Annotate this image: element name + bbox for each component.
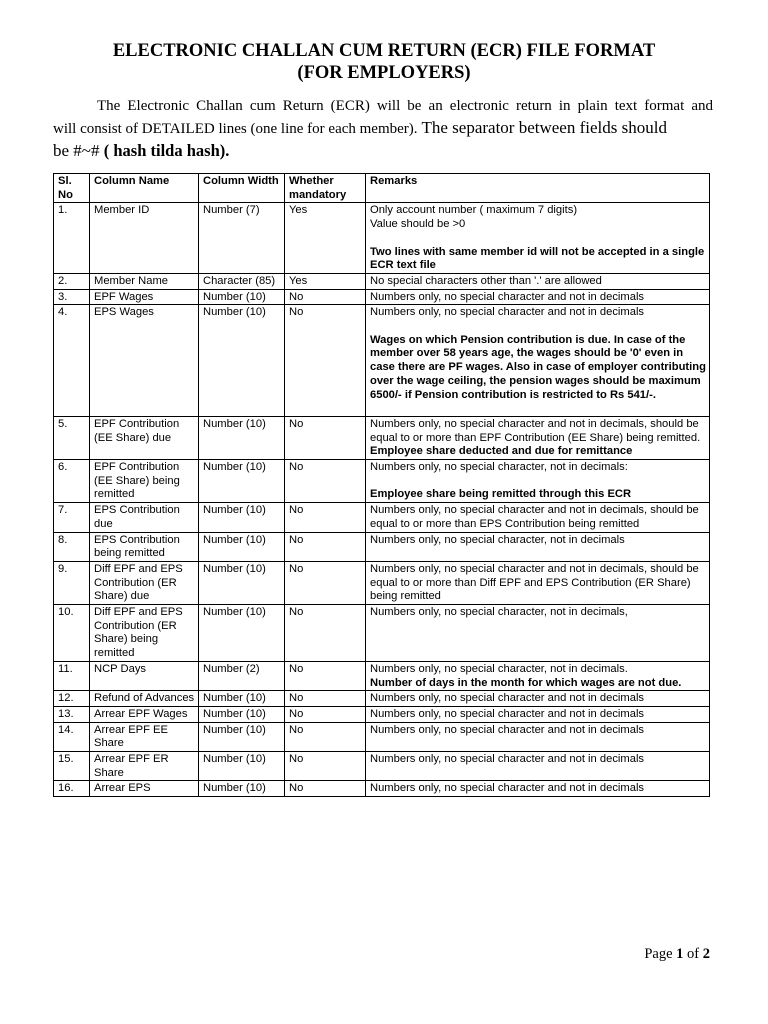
cell-sl: 4. [54,305,90,417]
ecr-format-table [53,173,710,797]
cell-remarks: Numbers only, no special character and not in decimals [366,691,710,707]
cell-sl: 10. [54,605,90,662]
header-column-name: Column Name [90,174,199,203]
remark-text: Numbers only, no special character, not in decimals. [370,662,628,675]
cell-remarks: Numbers only, no special character and not in decimals [366,752,710,781]
cell-name: Diff EPF and EPS Contribution (ER Share) due [90,561,199,604]
cell-sl: 2. [54,273,90,289]
cell-mandatory: No [285,416,366,459]
cell-remarks: No special characters other than '.' are allowed [366,273,710,289]
cell-remarks: Numbers only, no special character and not in decimals, should be equal to or more than Diff EPF and EPS Contribution (ER Share) being remitted [366,561,710,604]
cell-width: Number (10) [199,722,285,751]
cell-width: Number (10) [199,416,285,459]
cell-name: Arrear EPF ER Share [90,752,199,781]
cell-mandatory: No [285,561,366,604]
cell-width: Number (10) [199,532,285,561]
cell-mandatory: No [285,532,366,561]
cell-width: Number (10) [199,691,285,707]
cell-width: Number (2) [199,661,285,690]
page-label: Page [644,946,677,962]
cell-name: Member ID [90,203,199,274]
cell-remarks: Numbers only, no special character and not in decimals [366,781,710,797]
cell-mandatory: No [285,781,366,797]
cell-name: NCP Days [90,661,199,690]
remark-bold-text: Employee share deducted and due for remittance [370,445,633,458]
cell-name: EPS Wages [90,305,199,417]
table-row [54,722,710,751]
cell-mandatory: No [285,305,366,417]
page-of-label: of [683,946,703,962]
cell-mandatory: No [285,460,366,503]
table-row [54,752,710,781]
intro-paragraph [53,96,713,163]
cell-width: Character (85) [199,273,285,289]
table-row [54,503,710,532]
table-row [54,661,710,690]
cell-remarks [366,460,710,503]
cell-sl: 16. [54,781,90,797]
header-mandatory: Whether mandatory [285,174,366,203]
cell-remarks: Numbers only, no special character and not in decimals [366,706,710,722]
cell-remarks: Numbers only, no special character and not in decimals [366,722,710,751]
cell-sl: 1. [54,203,90,274]
intro-line-2b: The separator between fields should [417,118,667,137]
cell-width: Number (10) [199,706,285,722]
cell-width: Number (10) [199,781,285,797]
table-row [54,532,710,561]
cell-mandatory: No [285,752,366,781]
page-number: 1 [676,946,684,962]
table-row [54,289,710,305]
cell-mandatory: No [285,503,366,532]
cell-name: Arrear EPF EE Share [90,722,199,751]
cell-remarks [366,416,710,459]
table-row [54,706,710,722]
cell-name: EPS Contribution being remitted [90,532,199,561]
cell-mandatory: Yes [285,203,366,274]
cell-remarks: Numbers only, no special character, not in decimals, [366,605,710,662]
remark-bold-text: Wages on which Pension contribution is due. In case of the member over 58 years age, the wages should be '0' even in case there are PF wages. Also in case of employer contributing over the wage ceiling, the pension wages should be maximum 6500/- if Pension contribution is restricted to Rs 541/-. [370,333,706,401]
remark-bold-text: Employee share being remitted through this ECR [370,488,632,501]
cell-sl: 3. [54,289,90,305]
remark-bold-text: Number of days in the month for which wages are not due. [370,676,682,689]
cell-remarks: Numbers only, no special character and not in decimals, should be equal to or more than EPS Contribution being remitted [366,503,710,532]
cell-name: Refund of Advances [90,691,199,707]
cell-name: Arrear EPS [90,781,199,797]
cell-name: EPF Contribution (EE Share) due [90,416,199,459]
cell-sl: 13. [54,706,90,722]
cell-remarks: Numbers only, no special character, not in decimals [366,532,710,561]
cell-sl: 14. [54,722,90,751]
cell-mandatory: No [285,722,366,751]
cell-name: EPS Contribution due [90,503,199,532]
cell-sl: 15. [54,752,90,781]
header-sl-no: Sl. No [54,174,90,203]
cell-sl: 12. [54,691,90,707]
table-row [54,605,710,662]
cell-remarks [366,661,710,690]
cell-sl: 8. [54,532,90,561]
remark-text: Numbers only, no special character and not in decimals, should be equal to or more than EPF Contribution (EE Share) being remitted. [370,417,701,444]
table-row [54,305,710,417]
cell-width: Number (10) [199,289,285,305]
cell-name: Diff EPF and EPS Contribution (ER Share) being remitted [90,605,199,662]
remark-text: Numbers only, no special character and not in decimals [370,306,645,319]
remark-text: Numbers only, no special character, not in decimals: [370,461,628,474]
cell-mandatory: No [285,691,366,707]
cell-sl: 5. [54,416,90,459]
table-row [54,781,710,797]
intro-line-3b: ( hash tilda hash). [103,141,230,160]
cell-remarks [366,203,710,274]
page-total: 2 [702,946,710,962]
cell-name: Member Name [90,273,199,289]
cell-mandatory: Yes [285,273,366,289]
table-row [54,691,710,707]
header-remarks: Remarks [366,174,710,203]
table-row [54,273,710,289]
cell-mandatory: No [285,661,366,690]
cell-mandatory: No [285,605,366,662]
table-row [54,203,710,274]
cell-width: Number (10) [199,503,285,532]
page-footer [644,946,710,963]
cell-name: EPF Contribution (EE Share) being remitted [90,460,199,503]
cell-remarks: Numbers only, no special character and not in decimals [366,289,710,305]
cell-width: Number (7) [199,203,285,274]
cell-width: Number (10) [199,460,285,503]
cell-name: Arrear EPF Wages [90,706,199,722]
table-header-row [54,174,710,203]
remark-text: Value should be >0 [370,218,466,231]
cell-sl: 7. [54,503,90,532]
cell-sl: 6. [54,460,90,503]
cell-remarks [366,305,710,417]
cell-mandatory: No [285,706,366,722]
document-subtitle: (FOR EMPLOYERS) [297,63,471,83]
header-column-width: Column Width [199,174,285,203]
remark-text: Only account number ( maximum 7 digits) [370,204,578,217]
intro-line-1: The Electronic Challan cum Return (ECR) will be an electronic return in plain text format and [97,98,713,114]
cell-name: EPF Wages [90,289,199,305]
intro-line-2a: will consist of DETAILED lines (one line for each member). [53,121,418,137]
cell-width: Number (10) [199,605,285,662]
table-row [54,561,710,604]
cell-sl: 9. [54,561,90,604]
cell-width: Number (10) [199,561,285,604]
cell-sl: 11. [54,661,90,690]
document-title: ELECTRONIC CHALLAN CUM RETURN (ECR) FILE FORMAT [112,41,656,61]
remark-bold-text: Two lines with same member id will not be accepted in a single ECR text file [370,245,705,272]
table-row [54,416,710,459]
table-row [54,460,710,503]
cell-mandatory: No [285,289,366,305]
cell-width: Number (10) [199,305,285,417]
intro-line-3a: be #~# [53,141,104,160]
cell-width: Number (10) [199,752,285,781]
